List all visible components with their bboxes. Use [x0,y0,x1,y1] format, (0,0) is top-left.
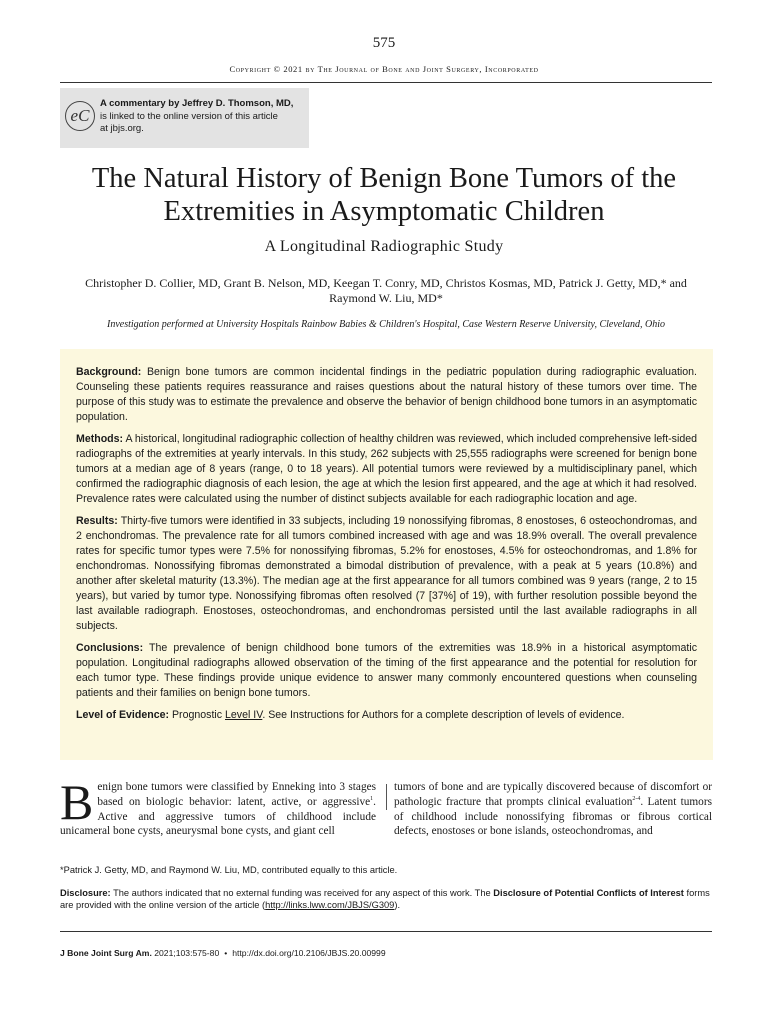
drop-cap: B [60,774,94,830]
conclusions-text: The prevalence of benign childhood bone tumors of the extremities was 18.9% in a historical asymptomatic population. Longitudinal radiographs allowed observation of the timing of the first appearance and the potential for resolution for each tumor type. These findings provide unique evidence to answer many commonly encountered questions when counseling patients and their families on benign bone tumors. [76,642,697,699]
header-rule [60,82,712,83]
abstract-methods [76,432,697,507]
copyright-line: Copyright © 2021 by The Journal of Bone and Joint Surgery, Incorporated [229,64,539,74]
body-column-right [394,780,712,839]
footer-rule [60,931,712,932]
abstract-results [76,514,697,634]
abstract-level-of-evidence [76,708,697,723]
level-suffix: . See Instructions for Authors for a complete description of levels of evidence. [262,709,625,721]
disclosure-text: The authors indicated that no external funding was received for any aspect of this work. The [113,888,491,898]
bullet-separator: • [224,948,228,958]
disclosure-bold: Disclosure of Potential Conflicts of Interest [493,888,684,898]
commentary-line3[interactable]: at jbjs.org. [100,123,144,134]
journal-footer [60,948,712,958]
level-prefix: Prognostic [171,709,223,721]
level-link[interactable]: Level IV [225,709,263,721]
body-left-text-2: . Active and aggressive tumors of childhood include unicameral bone cysts, aneurysmal bone cysts, and giant cell [60,795,376,838]
commentary-line2: is linked to the online version of this article [100,110,278,122]
results-label: Results: [76,515,118,527]
commentary-text [100,98,305,136]
disclosure-label: Disclosure: [60,888,111,898]
page-number: 575 [372,35,396,51]
body-right-text-1: tumors of bone and are typically discovered because of discomfort or pathologic fracture that prompts clinical evaluation [394,781,712,808]
methods-label: Methods: [76,433,124,445]
disclosure-end: ). [394,900,401,910]
background-text: Benign bone tumors are common incidental findings in the pediatric population during radiographic evaluation. Counseling these patients requires reassurance and raises questions about the natural history of these tumors over time. The purpose of this study was to estimate the prevalence and observe the behavior of benign childhood bone tumors in an asymptomatic population. [76,366,697,423]
abstract-conclusions [76,641,697,701]
article-subtitle: A Longitudinal Radiographic Study [264,238,504,255]
commentary-box[interactable] [60,88,309,148]
commentary-author: A commentary by Jeffrey D. Thomson, MD, [100,98,294,109]
journal-name: J Bone Joint Surg Am. [60,948,152,958]
authors-line-2: Raymond W. Liu, MD* [329,291,443,305]
disclosure-text-2: forms are provided with the online version of the article ( [60,888,710,910]
article-title: The Natural History of Benign Bone Tumors of the Extremities in Asymptomatic Children [91,163,677,227]
methods-text: A historical, longitudinal radiographic collection of healthy children was reviewed, which included comprehensive left-sided radiographs of the extremities at yearly intervals. In this study, 262 subjects with 25,555 radiographs were screened for benign bone tumors at a median age of 8 years (range, 0 to 18 years). All potential tumors were reviewed by a multidisciplinary panel, which confirmed the radiographic diagnosis of each lesion, the age at which the lesion first appeared, and the age at which it had resolved. Prevalence rates were calculated using the number of distinct subjects available for each radiographic location and age. [76,433,698,505]
equal-contribution-note: *Patrick J. Getty, MD, and Raymond W. Liu, MD, contributed equally to this article. [60,865,398,875]
body-left-text-1: enign bone tumors were classified by Enneking into 3 stages based on biologic behavior: latent, active, or aggressive [97,781,376,808]
level-label: Level of Evidence: [76,709,170,721]
abstract-background [76,365,697,425]
doi-link[interactable]: http://dx.doi.org/10.2106/JBJS.20.00999 [232,948,386,958]
abstract-box [60,349,713,760]
disclosure-note [60,887,712,911]
disclosure-link[interactable]: http://links.lww.com/JBJS/G309 [265,900,395,910]
ec-commentary-icon: eC [65,101,95,131]
reference-2-4[interactable]: 2-4 [632,796,641,803]
author-list [60,276,712,306]
body-right-text-2: . Latent tumors of childhood include nonossifying fibromas or fibrous cortical defects, enostoses or bone islands, osteochondromas, and [394,795,712,838]
body-column-left [60,774,376,839]
column-divider [386,784,387,810]
institution-line: Investigation performed at University Hospitals Rainbow Babies & Children's Hospital, Case Western Reserve University, Cleveland, Ohio [106,319,665,330]
reference-1[interactable]: 1 [370,796,374,803]
authors-line-1: Christopher D. Collier, MD, Grant B. Nelson, MD, Keegan T. Conry, MD, Christos Kosmas, MD, Patrick J. Getty, MD,* and [85,276,687,290]
conclusions-label: Conclusions: [76,642,144,654]
background-label: Background: [76,366,142,378]
results-text: Thirty-five tumors were identified in 33 subjects, including 19 nonossifying fibromas, 8 enostoses, 6 osteochondromas, and 2 enchondromas. The prevalence rate for all tumors combined increased with age and was 18.9% overall. The overall prevalence rates for specific tumor types were 7.5% for nonossifying fibromas, 5.2% for enostoses, 4.5% for osteochondromas, and 1.8% for enchondromas. Nonossifying fibromas demonstrated a bimodal distribution of prevalence, with a peak at 5 years (10.8%) and another after skeletal maturity (13.3%). The median age at the first appearance for all tumors combined was 9 years (range, 2 to 15 years), but varied by tumor type. Nonossifying fibromas often resolved (7 [37%] of 19), with further resolution possible beyond the last available radiograph. Enostoses, osteochondromas, and enchondromas persisted until the last available radiographs in all subjects. [76,515,697,632]
citation: 2021;103:575-80 [154,948,220,958]
